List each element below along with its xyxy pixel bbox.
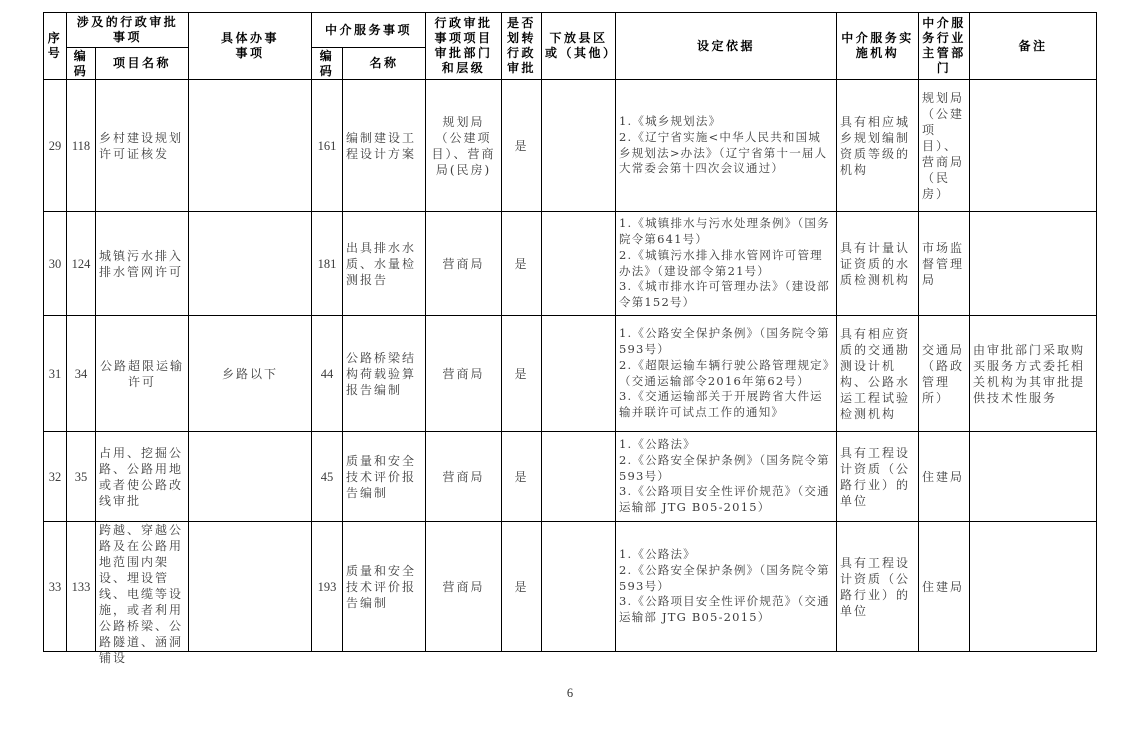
approval-department: 营商局 xyxy=(442,256,485,271)
header-authority: 中介服务行业主管部门 xyxy=(922,16,966,75)
approval-item-name: 占用、挖掘公路、公路用地或者使公路改线审批 xyxy=(99,445,184,508)
header-approval-code: 编码 xyxy=(73,48,89,78)
legal-basis xyxy=(619,326,833,421)
header-intermediary-group: 中介服务事项 xyxy=(325,22,413,37)
approval-item-name: 乡村建设规划许可证核发 xyxy=(99,130,184,161)
legal-basis-item: 1.《城乡规划法》 xyxy=(619,113,722,128)
table-row xyxy=(44,212,1097,316)
transferred-flag: 是 xyxy=(514,256,529,271)
approval-department: 营商局 xyxy=(442,579,485,594)
header-authority-cell xyxy=(919,13,970,80)
industry-authority: 规划局（公建项目）、营商局（民房） xyxy=(922,90,965,201)
table-row xyxy=(44,316,1097,432)
legal-basis-item: 2.《超限运输车辆行驶公路管理规定》（交通运输部令2016年第62号） xyxy=(619,357,830,388)
intermediary-service-name: 出具排水水质、水量检测报告 xyxy=(346,240,417,287)
header-specific-matter-cell xyxy=(189,13,312,80)
intermediary-service-name: 质量和安全技术评价报告编制 xyxy=(346,453,417,500)
header-remarks-cell xyxy=(970,13,1097,80)
approval-item-name: 公路超限运输许可 xyxy=(99,358,184,389)
seq-number: 32 xyxy=(48,469,62,484)
approval-code: 34 xyxy=(74,366,88,381)
legal-basis-item: 1.《公路法》 xyxy=(619,547,696,561)
table-row xyxy=(44,432,1097,522)
specific-matter: 乡路以下 xyxy=(221,366,278,381)
header-delegated: 下放县区或（其他） xyxy=(545,31,618,60)
legal-basis-item: 2.《公路安全保护条例》（国务院令第593号） xyxy=(619,452,830,483)
legal-basis xyxy=(619,114,833,177)
header-provider: 中介服务实施机构 xyxy=(841,31,914,60)
approval-department: 营商局 xyxy=(442,366,485,381)
seq-number: 30 xyxy=(48,256,62,271)
service-provider: 具有工程设计资质（公路行业）的单位 xyxy=(840,555,911,618)
legal-basis xyxy=(619,437,833,516)
service-provider: 具有工程设计资质（公路行业）的单位 xyxy=(840,445,911,508)
legal-basis-item: 1.《城镇排水与污水处理条例》（国务院令第641号） xyxy=(619,216,830,246)
intermediary-service-name: 公路桥梁结构荷载验算报告编制 xyxy=(346,350,417,397)
header-transferred-cell xyxy=(502,13,542,80)
legal-basis xyxy=(619,216,833,311)
header-delegated-cell xyxy=(542,13,616,80)
service-provider: 具有相应城乡规划编制资质等级的机构 xyxy=(840,114,911,177)
intermediary-code: 45 xyxy=(320,469,334,484)
page-number: 6 xyxy=(566,686,574,700)
transferred-flag: 是 xyxy=(514,366,529,381)
industry-authority: 住建局 xyxy=(922,469,965,484)
remarks: 由审批部门采取购买服务方式委托相关机构为其审批提供技术性服务 xyxy=(973,342,1086,405)
intermediary-service-table xyxy=(43,12,1097,665)
header-intermediary-code: 编码 xyxy=(319,48,335,78)
legal-basis-item: 3.《公路项目安全性评价规范》（交通运输部 JTG B05-2015） xyxy=(619,594,830,625)
header-dept-level: 行政审批事项项目审批部门和层级 xyxy=(434,16,493,75)
header-seq-cell xyxy=(44,13,67,80)
header-approval-code-cell xyxy=(67,48,96,80)
intermediary-code: 161 xyxy=(317,138,337,153)
legal-basis-item: 2.《辽宁省实施<中华人民共和国城乡规划法>办法》（辽宁省第十一届人大常委会第十四次会议通过） xyxy=(619,129,828,176)
header-intermediary-name: 名称 xyxy=(369,56,399,70)
approval-item-name: 跨越、穿越公路及在公路用地范围内架设、埋设管线、电缆等设施，或者利用公路桥梁、公路隧道、涵洞铺设 xyxy=(99,523,184,665)
intermediary-code: 181 xyxy=(317,256,337,271)
approval-department: 规划局（公建项目）、营商局(民房) xyxy=(431,114,496,177)
approval-code: 35 xyxy=(74,469,88,484)
header-provider-cell xyxy=(837,13,919,80)
approval-code: 118 xyxy=(71,138,91,153)
transferred-flag: 是 xyxy=(514,138,529,153)
header-approval-name-cell xyxy=(96,48,189,80)
approval-code: 133 xyxy=(71,579,91,594)
legal-basis-item: 2.《城镇污水排入排水管网许可管理办法》（建设部令第21号） xyxy=(619,247,823,278)
table-row xyxy=(44,80,1097,212)
industry-authority: 住建局 xyxy=(922,579,965,594)
header-dept-level-cell xyxy=(426,13,502,80)
header-approval-group-cell xyxy=(67,13,189,48)
header-basis: 设定依据 xyxy=(697,38,756,53)
industry-authority: 交通局（路政管理所） xyxy=(922,342,965,405)
intermediary-service-name: 编制建设工程设计方案 xyxy=(346,130,417,161)
header-approval-group: 涉及的行政审批事项 xyxy=(76,15,179,44)
seq-number: 31 xyxy=(48,366,62,381)
industry-authority: 市场监督管理局 xyxy=(922,240,965,287)
header-intermediary-code-cell xyxy=(312,48,343,80)
legal-basis-item: 3.《交通运输部关于开展跨省大件运输并联许可试点工作的通知》 xyxy=(619,389,823,420)
legal-basis-item: 2.《公路安全保护条例》（国务院令第593号） xyxy=(619,562,830,593)
header-remarks: 备注 xyxy=(1018,38,1048,53)
intermediary-code: 193 xyxy=(317,579,337,594)
header-intermediary-group-cell xyxy=(312,13,426,48)
intermediary-code: 44 xyxy=(320,366,334,381)
header-approval-name: 项目名称 xyxy=(112,56,171,70)
header-intermediary-name-cell xyxy=(343,48,426,80)
header-seq: 序号 xyxy=(47,31,63,60)
header-specific-matter: 具体办事事项 xyxy=(220,31,279,60)
legal-basis xyxy=(619,547,833,626)
seq-number: 33 xyxy=(48,579,62,594)
table-header-row xyxy=(44,13,1097,48)
legal-basis-item: 1.《公路安全保护条例》（国务院令第593号） xyxy=(619,326,830,356)
approval-department: 营商局 xyxy=(442,469,485,484)
intermediary-service-name: 质量和安全技术评价报告编制 xyxy=(346,563,417,610)
table-row xyxy=(44,522,1097,652)
approval-item-name: 城镇污水排入排水管网许可 xyxy=(99,248,184,279)
service-provider: 具有相应资质的交通勘测设计机构、公路水运工程试验检测机构 xyxy=(840,326,911,421)
seq-number: 29 xyxy=(48,138,62,153)
legal-basis-item: 3.《城市排水许可管理办法》（建设部令第152号） xyxy=(619,279,830,310)
legal-basis-item: 3.《公路项目安全性评价规范》（交通运输部 JTG B05-2015） xyxy=(619,484,830,515)
transferred-flag: 是 xyxy=(514,469,529,484)
transferred-flag: 是 xyxy=(514,579,529,594)
legal-basis-item: 1.《公路法》 xyxy=(619,437,696,451)
header-transferred: 是否划转行政审批 xyxy=(507,16,537,75)
service-provider: 具有计量认证资质的水质检测机构 xyxy=(840,240,911,287)
header-basis-cell xyxy=(616,13,837,80)
approval-code: 124 xyxy=(71,256,91,271)
